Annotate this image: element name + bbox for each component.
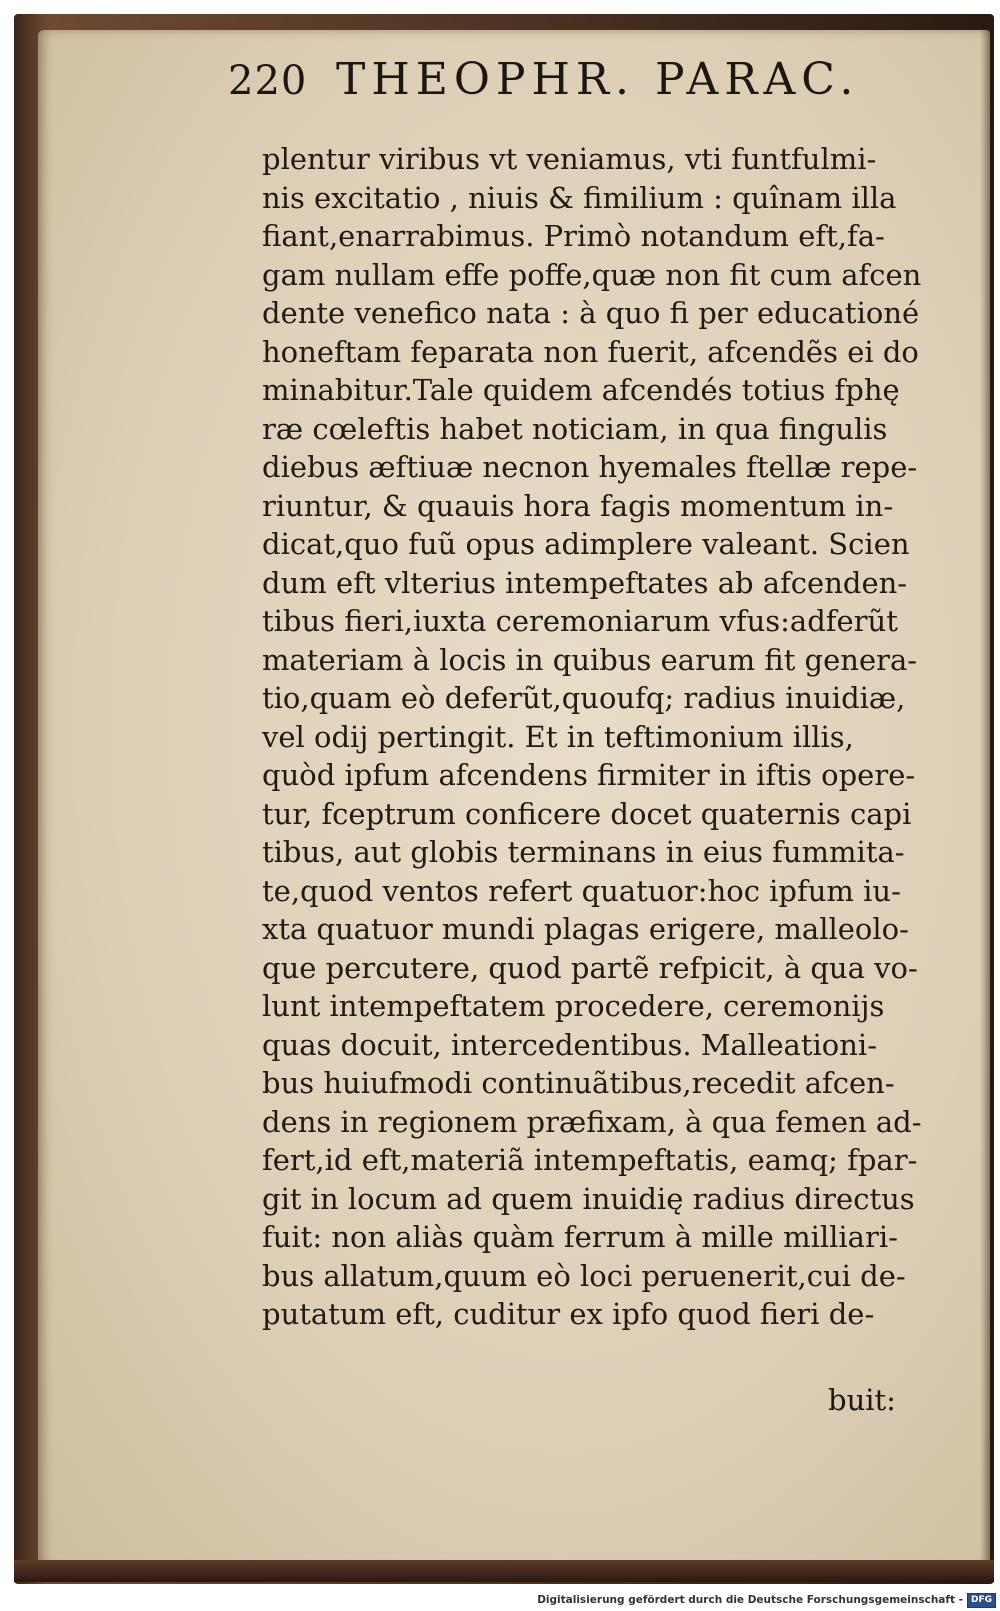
text-line: honeftam feparata non fuerit, afcendẽs ei do [262, 334, 919, 369]
text-line: xta quatuor mundi plagas erigere, malleolo- [262, 912, 909, 946]
text-line: gam nullam effe poffe,quæ non fit cum afcen [262, 257, 922, 292]
text-line: te,quod ventos refert quatuor:hoc ipfum iu- [262, 873, 901, 908]
text-line: plentur viribus vt veniamus, vti funtfulmi- [262, 142, 877, 176]
digitization-footer [537, 1592, 996, 1608]
text-line: quas docuit, intercedentibus. Malleationi- [262, 1027, 877, 1062]
text-line: dum eft vlterius intempeftates ab afcenden- [262, 565, 908, 600]
text-line: dente venefico nata : à quo fi per educationé [262, 296, 920, 330]
text-line: que percutere, quod partẽ refpicit, à qua vo- [262, 950, 918, 985]
text-line: vel odij pertingit. Et in teftimonium illis, [262, 719, 854, 754]
page-number: 220 [228, 58, 308, 104]
text-line: fuit: non aliàs quàm ferrum à mille milliari- [262, 1220, 898, 1254]
text-line: lunt intempeftatem procedere, ceremonijs [262, 989, 885, 1023]
text-line: diebus æftiuæ necnon hyemales ftellæ repe- [262, 450, 918, 484]
text-line: minabitur.Tale quidem afcendés totius fphę [262, 373, 900, 407]
text-line: tio,quam eò deferũt,quoufq; radius inuidiæ, [262, 681, 906, 715]
text-line: nis excitatio , niuis & fimilium : quînam illa [262, 180, 897, 215]
text-line: materiam à locis in quibus earum fit genera- [262, 642, 918, 677]
catchword: buit: [828, 1383, 896, 1417]
page-header [228, 52, 868, 118]
running-head: THEOPHR. PARAC. [336, 54, 860, 105]
text-line: quòd ipfum afcendens firmiter in iftis opere- [262, 758, 916, 792]
text-line: riuntur, & quauis hora fagis momentum in- [262, 488, 894, 523]
page-fore-edge-shadow [980, 30, 990, 1570]
text-line: tibus, aut globis terminans in eius fummita- [262, 835, 905, 869]
book-bottom-edge [14, 1560, 994, 1582]
text-line: tur, fceptrum conficere docet quaternis capi [262, 796, 912, 831]
text-line: tibus fieri,iuxta ceremoniarum vfus:adferũt [262, 604, 898, 638]
text-line: bus allatum,quum eò loci peruenerit,cui de- [262, 1258, 906, 1293]
text-line: putatum eft, cuditur ex ipfo quod fieri de- [262, 1297, 875, 1331]
text-line: dens in regionem præfixam, à qua femen ad- [262, 1104, 922, 1139]
text-line: dicat,quo fuũ opus adimplere valeant. Scien [262, 527, 910, 561]
text-line: fert,id eft,materiã intempeftatis, eamq; fpar- [262, 1143, 918, 1177]
text-line: ræ cœleftis habet noticiam, in qua fingulis [262, 411, 888, 446]
text-line: bus huiufmodi continuãtibus,recedit afcen- [262, 1066, 895, 1100]
text-line: git in locum ad quem inuidię radius directus [262, 1181, 915, 1216]
body-text [262, 140, 962, 1334]
text-line: fiant,enarrabimus. Primò notandum eft,fa- [262, 219, 885, 253]
dfg-logo: DFG [967, 1593, 996, 1608]
footer-credit: Digitalisierung gefördert durch die Deutsche Forschungsgemeinschaft - [537, 1594, 963, 1606]
